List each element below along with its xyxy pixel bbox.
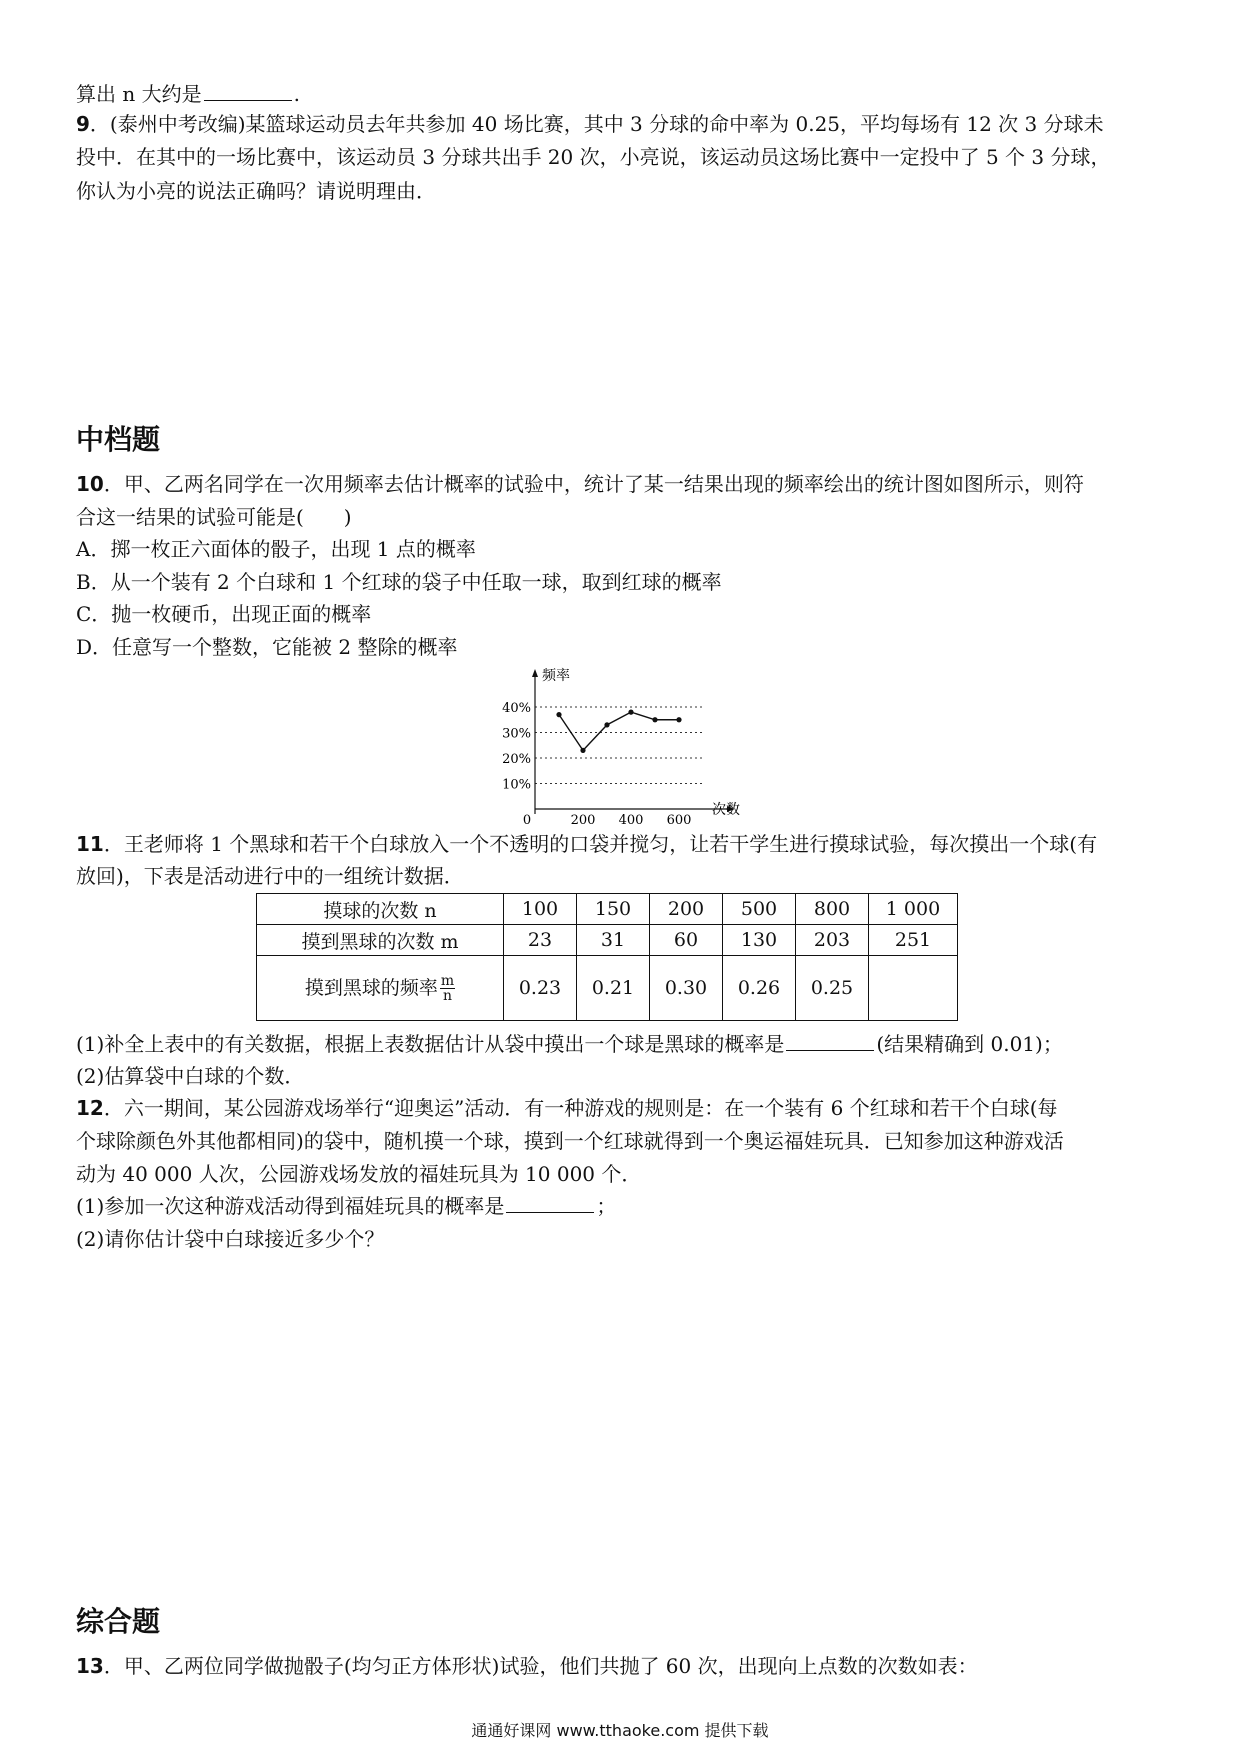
table-cell: 100 [504,894,577,925]
chart-xlabel: 次数 [712,802,740,818]
table-cell: 130 [723,925,796,956]
x-tick-label: 0 [522,813,532,828]
data-point [604,722,609,727]
section-title-comprehensive: 综合题 [76,1605,161,1638]
table-cell: 0.23 [504,956,577,1021]
table-cell-empty [869,956,958,1021]
q10-line2: 合这一结果的试验可能是( ) [76,505,352,529]
table-cell: 203 [796,925,869,956]
answer-blank [204,82,292,101]
table-row [257,925,958,956]
row-header: 摸到黑球的次数 m [257,925,504,956]
x-tick-label: 400 [618,813,644,828]
data-point [676,717,681,722]
table-cell: 150 [577,894,650,925]
table-row [257,894,958,925]
q10-option-d: D．任意写一个整数，它能被 2 整除的概率 [76,635,458,659]
q9-line2: 投中．在其中的一场比赛中，该运动员 3 分球共出手 20 次，小亮说，该运动员这场比赛中一定投中了 5 个 3 分球， [76,145,1111,169]
question-number: 10 [76,472,104,496]
q13-line1: 13．甲、乙两位同学做抛骰子(均匀正方体形状)试验，他们共抛了 60 次，出现向上点数的次数如表： [76,1654,978,1678]
q12-line3: 动为 40 000 人次，公园游戏场发放的福娃玩具为 10 000 个． [76,1162,642,1186]
q10-option-a: A．掷一枚正六面体的骰子，出现 1 点的概率 [76,537,476,561]
question-number: 9 [76,112,90,136]
q10-option-c: C．抛一枚硬币，出现正面的概率 [76,602,372,626]
table-cell: 0.21 [577,956,650,1021]
table-cell: 200 [650,894,723,925]
table-cell: 0.30 [650,956,723,1021]
table-cell: 0.26 [723,956,796,1021]
table-cell: 31 [577,925,650,956]
q9-line1: 9．(泰州中考改编)某篮球运动员去年共参加 40 场比赛，其中 3 分球的命中率为 0.25，平均每场有 12 次 3 分球未 [76,112,1104,136]
data-point [580,748,585,753]
section-title-mid: 中档题 [76,423,161,456]
table-cell: 800 [796,894,869,925]
table-cell: 23 [504,925,577,956]
table-row [257,956,958,1021]
row-header: 摸球的次数 n [257,894,504,925]
y-tick-label: 40% [502,701,531,716]
table-cell: 60 [650,925,723,956]
y-tick-label: 30% [502,726,531,742]
question-number: 13 [76,1654,104,1678]
q9-line3: 你认为小亮的说法正确吗？请说明理由． [76,179,436,203]
data-point [652,717,657,722]
fraction: $\frac{m}{n}$ [440,973,455,1005]
q10-option-b: B．从一个装有 2 个白球和 1 个红球的袋子中任取一球，取到红球的概率 [76,570,722,594]
table-cell: 0.25 [796,956,869,1021]
frequency-line-chart [490,666,750,828]
q11-sub1: (1)补全上表中的有关数据，根据上表数据估计从袋中摸出一个球是黑球的概率是 (结果精确到 0.01)； [76,1032,1063,1056]
q11-line1: 11．王老师将 1 个黑球和若干个白球放入一个不透明的口袋并搅匀，让若干学生进行摸球试验，每次摸出一个球(有 [76,832,1098,856]
table-cell: 500 [723,894,796,925]
x-tick-label: 200 [570,813,596,828]
question-number: 11 [76,832,104,856]
y-tick-label: 20% [502,752,531,767]
q11-sub2: (2)估算袋中白球的个数． [76,1064,305,1088]
row-header: 摸到黑球的频率 $\frac{m}{n}$ [257,956,504,1021]
y-axis-arrow [532,669,538,677]
q12-line1: 12．六一期间，某公园游戏场举行“迎奥运”活动．有一种游戏的规则是：在一个装有 6 个红球和若干个白球(每 [76,1096,1058,1120]
data-point [556,712,561,717]
answer-blank [786,1032,874,1051]
y-tick-label: 10% [502,777,531,793]
chart-series-line [559,712,679,750]
page-footer: 通通好课网 www.tthaoke.com 提供下载 [471,1721,769,1740]
table-cell: 251 [869,925,958,956]
q12-sub1: (1)参加一次这种游戏活动得到福娃玩具的概率是 ； [76,1194,617,1218]
q12-line2: 个球除颜色外其他都相同)的袋中，随机摸一个球，摸到一个红球就得到一个奥运福娃玩具．已知参加这种游戏活 [76,1129,1064,1153]
q10-line1: 10．甲、乙两名同学在一次用频率去估计概率的试验中，统计了某一结果出现的频率绘出的统计图如图所示，则符 [76,472,1084,496]
table-cell: 1 000 [869,894,958,925]
x-tick-label: 600 [666,813,692,828]
chart-ylabel: 频率 [542,668,570,684]
draw-statistics-table [256,893,958,1021]
answer-blank [506,1194,594,1213]
q8-tail: 算出 n 大约是 . [76,82,300,106]
q12-sub2: (2)请你估计袋中白球接近多少个？ [76,1227,385,1251]
q11-line2: 放回)，下表是活动进行中的一组统计数据． [76,864,464,888]
question-number: 12 [76,1096,104,1120]
data-point [628,710,633,715]
